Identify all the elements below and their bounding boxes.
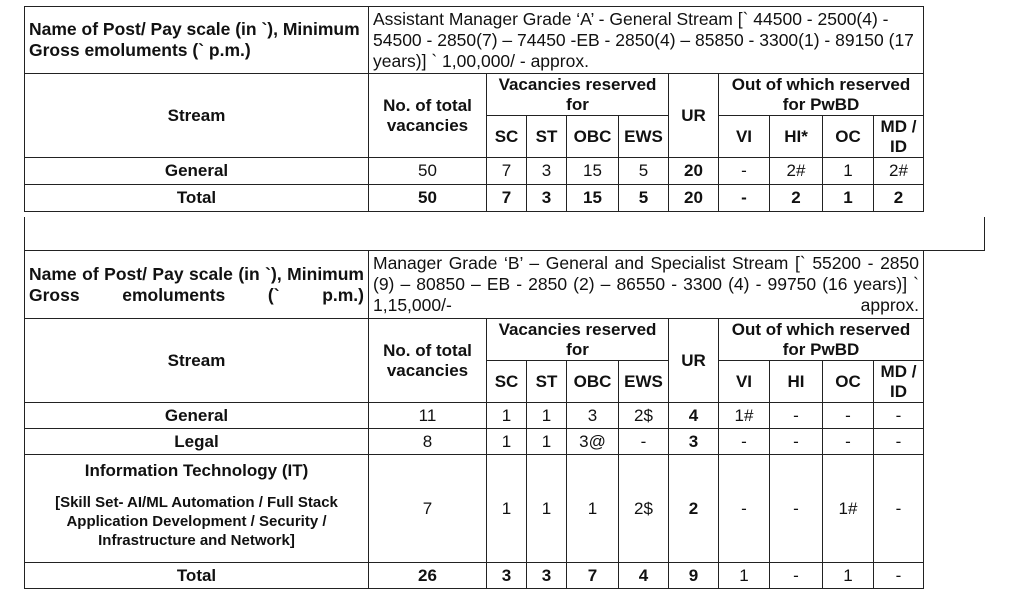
stream-cell: Total (25, 185, 369, 212)
hi-cell: - (770, 563, 823, 589)
sc-cell: 1 (487, 403, 527, 429)
header-vi: VI (719, 116, 770, 158)
ews-cell: 5 (619, 185, 669, 212)
total-cell: 8 (369, 429, 487, 455)
total-row (25, 563, 924, 589)
header-pwbd: Out of which reserved for PwBD (719, 319, 924, 361)
total-cell: 50 (369, 185, 487, 212)
header-ur: UR (669, 74, 719, 158)
md-id-cell: - (874, 455, 924, 563)
hi-cell: 2 (770, 185, 823, 212)
header-ur: UR (669, 319, 719, 403)
header-vi: VI (719, 361, 770, 403)
header-hi: HI (770, 361, 823, 403)
md-id-cell: 2# (874, 158, 924, 185)
header-total-vacancies: No. of total vacancies (369, 74, 487, 158)
hi-cell: 2# (770, 158, 823, 185)
post-name-row (25, 7, 924, 74)
header-total-vacancies: No. of total vacancies (369, 319, 487, 403)
header-oc: OC (823, 116, 874, 158)
md-id-cell: - (874, 429, 924, 455)
stream-cell: General (25, 403, 369, 429)
post-name-value: Manager Grade ‘B’ – General and Specialist Stream [` 55200 - 2850 (9) – 80850 – EB - 2850 (2) – 86550 - 3300 (4) - 99750 (16 years)] ` 1,15,000/- approx. (369, 251, 924, 319)
stream-cell: Total (25, 563, 369, 589)
ur-cell: 3 (669, 429, 719, 455)
ur-cell: 2 (669, 455, 719, 563)
header-ews: EWS (619, 361, 669, 403)
obc-cell: 7 (567, 563, 619, 589)
obc-cell: 15 (567, 185, 619, 212)
table-row (25, 158, 924, 185)
hi-cell: - (770, 403, 823, 429)
header-reserved-for: Vacancies reserved for (487, 74, 669, 116)
sc-cell: 7 (487, 185, 527, 212)
header-md-id: MD / ID (874, 361, 924, 403)
obc-cell: 3@ (567, 429, 619, 455)
total-row (25, 185, 924, 212)
header-st: ST (527, 361, 567, 403)
st-cell: 3 (527, 185, 567, 212)
header-st: ST (527, 116, 567, 158)
oc-cell: 1 (823, 185, 874, 212)
obc-cell: 3 (567, 403, 619, 429)
ews-cell: 2$ (619, 455, 669, 563)
obc-cell: 15 (567, 158, 619, 185)
st-cell: 1 (527, 429, 567, 455)
total-cell: 50 (369, 158, 487, 185)
oc-cell: 1 (823, 563, 874, 589)
hi-cell: - (770, 455, 823, 563)
header-ews: EWS (619, 116, 669, 158)
oc-cell: 1 (823, 158, 874, 185)
header-stream: Stream (25, 319, 369, 403)
header-hi: HI* (770, 116, 823, 158)
sc-cell: 1 (487, 429, 527, 455)
total-cell: 11 (369, 403, 487, 429)
table-row (25, 403, 924, 429)
oc-cell: 1# (823, 455, 874, 563)
ur-cell: 20 (669, 158, 719, 185)
header-sc: SC (487, 361, 527, 403)
ews-cell: 2$ (619, 403, 669, 429)
header-stream: Stream (25, 74, 369, 158)
header-row (25, 319, 924, 361)
stream-cell: General (25, 158, 369, 185)
header-pwbd: Out of which reserved for PwBD (719, 74, 924, 116)
vi-cell: 1 (719, 563, 770, 589)
obc-cell: 1 (567, 455, 619, 563)
oc-cell: - (823, 403, 874, 429)
st-cell: 1 (527, 403, 567, 429)
header-obc: OBC (567, 116, 619, 158)
vacancy-table-manager (24, 250, 924, 589)
st-cell: 3 (527, 158, 567, 185)
vi-cell: 1# (719, 403, 770, 429)
md-id-cell: - (874, 403, 924, 429)
stream-note: [Skill Set- AI/ML Automation / Full Stack Application Development / Security / Infrastructure and Network] (55, 494, 338, 549)
stream-cell: Legal (25, 429, 369, 455)
md-id-cell: - (874, 563, 924, 589)
ur-cell: 20 (669, 185, 719, 212)
post-name-label: Name of Post/ Pay scale (in `), Minimum Gross emoluments (` p.m.) (25, 7, 369, 74)
table-row (25, 429, 924, 455)
st-cell: 3 (527, 563, 567, 589)
vi-cell: - (719, 158, 770, 185)
st-cell: 1 (527, 455, 567, 563)
post-name-label: Name of Post/ Pay scale (in `), Minimum Gross emoluments (` p.m.) (25, 251, 369, 319)
header-sc: SC (487, 116, 527, 158)
post-name-value: Assistant Manager Grade ‘A’ - General Stream [` 44500 - 2500(4) - 54500 - 2850(7) – 74450 -EB - 2850(4) – 85850 - 3300(1) - 89150 (17 years)] ` 1,00,000/ - approx. (369, 7, 924, 74)
ews-cell: - (619, 429, 669, 455)
header-oc: OC (823, 361, 874, 403)
header-obc: OBC (567, 361, 619, 403)
md-id-cell: 2 (874, 185, 924, 212)
vi-cell: - (719, 429, 770, 455)
ur-cell: 4 (669, 403, 719, 429)
sc-cell: 1 (487, 455, 527, 563)
vacancy-table-assistant-manager (24, 6, 924, 212)
table-separator (24, 217, 985, 251)
header-md-id: MD / ID (874, 116, 924, 158)
vi-cell: - (719, 185, 770, 212)
vi-cell: - (719, 455, 770, 563)
oc-cell: - (823, 429, 874, 455)
hi-cell: - (770, 429, 823, 455)
sc-cell: 3 (487, 563, 527, 589)
post-name-row (25, 251, 924, 319)
header-reserved-for: Vacancies reserved for (487, 319, 669, 361)
stream-name: Information Technology (IT) (84, 461, 309, 480)
stream-cell (25, 455, 369, 563)
ur-cell: 9 (669, 563, 719, 589)
table-row (25, 455, 924, 563)
ews-cell: 4 (619, 563, 669, 589)
total-cell: 7 (369, 455, 487, 563)
ews-cell: 5 (619, 158, 669, 185)
header-row (25, 74, 924, 116)
sc-cell: 7 (487, 158, 527, 185)
total-cell: 26 (369, 563, 487, 589)
